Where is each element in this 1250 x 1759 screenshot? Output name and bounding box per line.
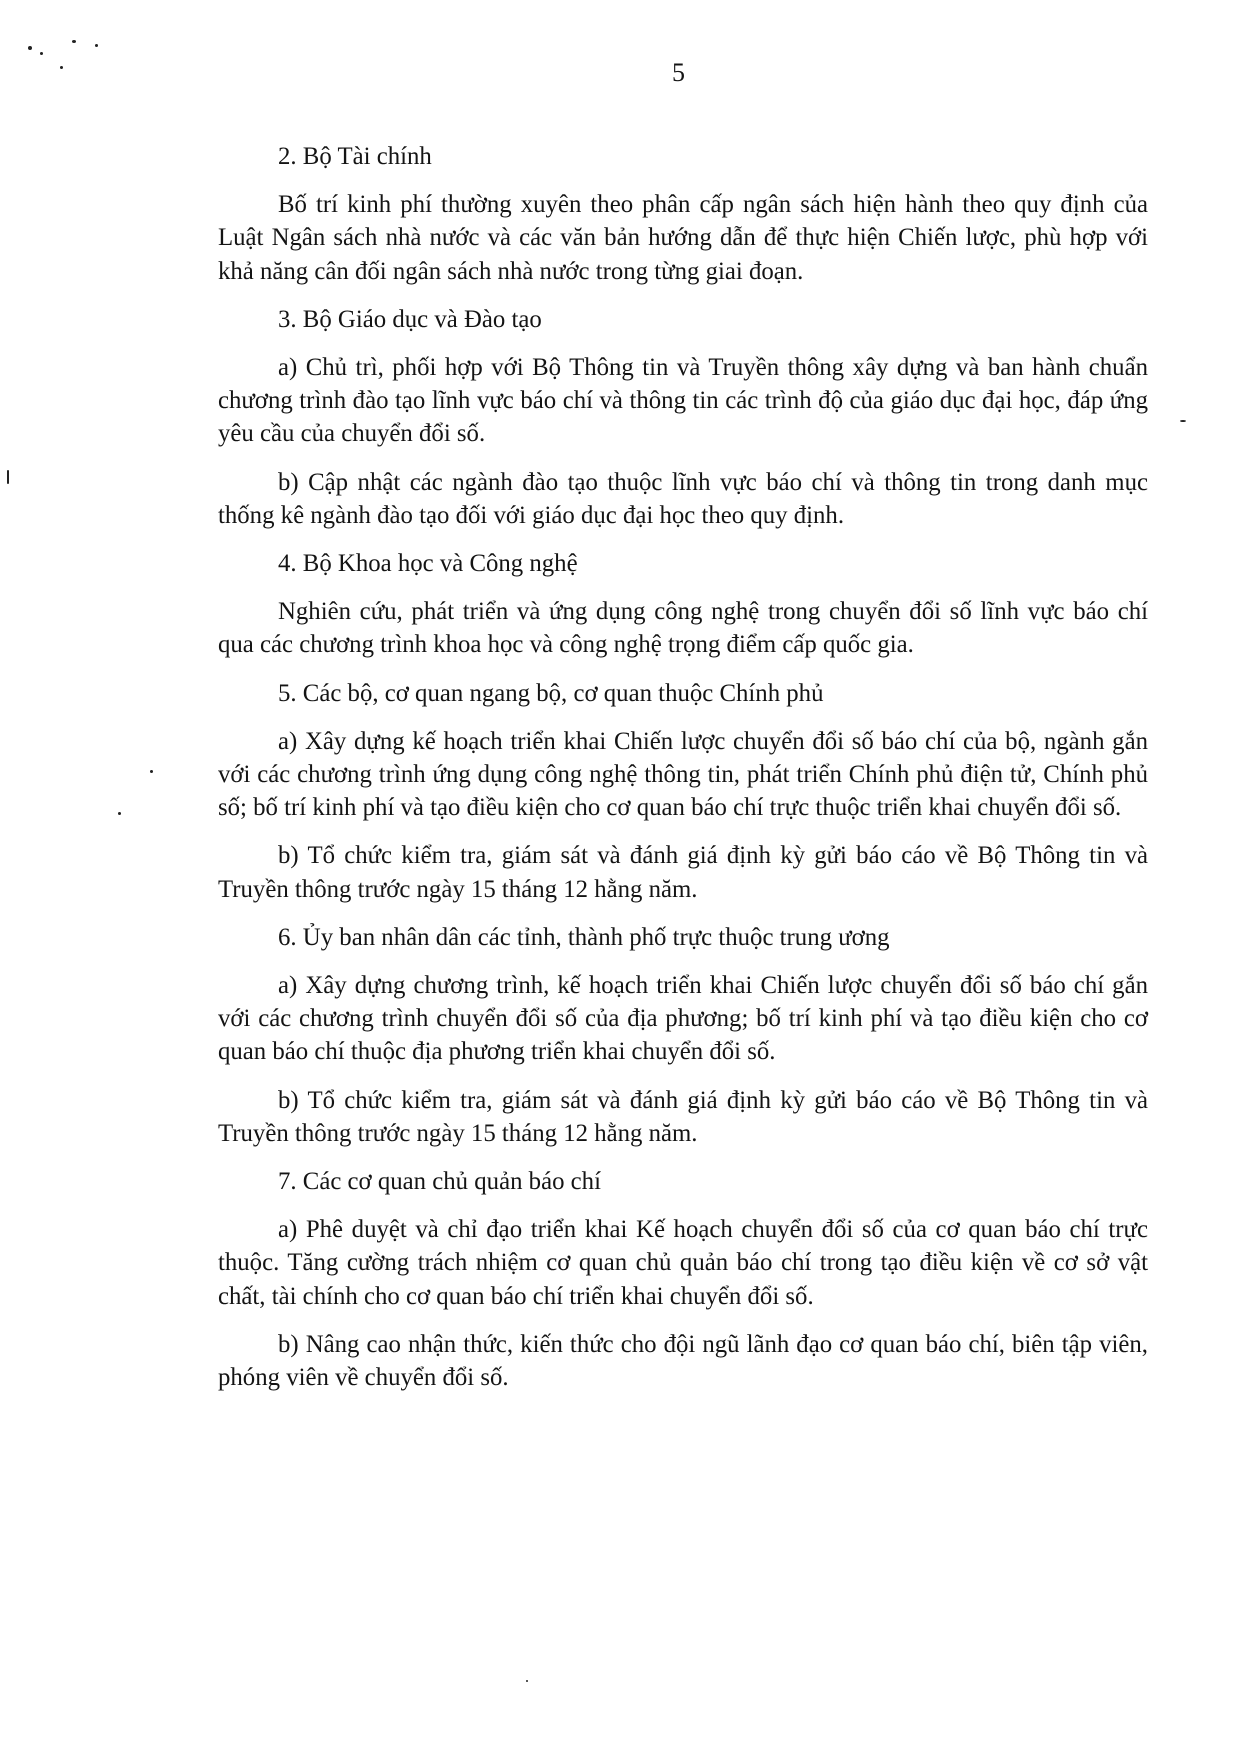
section-heading: 3. Bộ Giáo dục và Đào tạo — [278, 305, 542, 333]
paragraph: b) Cập nhật các ngành đào tạo thuộc lĩnh vực báo chí và thông tin trong danh mục thống kê ngành đào tạo đối với giáo dục đại học theo quy định. — [218, 468, 1148, 529]
paragraph: b) Nâng cao nhận thức, kiến thức cho đội ngũ lãnh đạo cơ quan báo chí, biên tập viên, phóng viên về chuyển đổi số. — [218, 1330, 1148, 1392]
section-ministry-of-science — [218, 547, 1148, 662]
paragraph: a) Phê duyệt và chỉ đạo triển khai Kế hoạch chuyển đổi số của cơ quan báo chí trực thuộc. Tăng cường trách nhiệm cơ quan chủ quản báo chí trong tạo điều kiện về cơ sở vật chất, tài chính cho cơ quan báo chí triển khai chuyển đổi số. — [218, 1216, 1148, 1310]
paragraph: a) Chủ trì, phối hợp với Bộ Thông tin và Truyền thông xây dựng và ban hành chuẩn chương trình đào tạo lĩnh vực báo chí và thông tin các trình độ của giáo dục đại học, đáp ứng yêu cầu của chuyển đổi số. — [218, 354, 1148, 448]
section-ministry-of-finance — [218, 140, 1148, 288]
paragraph: b) Tổ chức kiểm tra, giám sát và đánh giá định kỳ gửi báo cáo về Bộ Thông tin và Truyền thông trước ngày 15 tháng 12 hằng năm. — [218, 842, 1148, 903]
document-body — [218, 140, 1148, 1409]
section-heading: 4. Bộ Khoa học và Công nghệ — [278, 550, 578, 578]
section-heading: 6. Ủy ban nhân dân các tỉnh, thành phố trực thuộc trung ương — [278, 923, 890, 951]
section-ministries-and-agencies — [218, 677, 1148, 906]
paragraph: a) Xây dựng kế hoạch triển khai Chiến lược chuyển đổi số báo chí của bộ, ngành gắn với các chương trình ứng dụng công nghệ thông tin, phát triển Chính phủ điện tử, Chính phủ số; bố trí kinh phí và tạo điều kiện cho cơ quan báo chí trực thuộc triển khai chuyển đổi số. — [218, 727, 1148, 822]
section-press-governing-agencies — [218, 1165, 1148, 1394]
page-number: 5 — [672, 58, 685, 87]
section-provincial-peoples-committees — [218, 921, 1148, 1150]
paragraph: Bố trí kinh phí thường xuyên theo phân cấp ngân sách hiện hành theo quy định của Luật Ngân sách nhà nước và các văn bản hướng dẫn để thực hiện Chiến lược, phù hợp với khả năng cân đối ngân sách nhà nước trong từng giai đoạn. — [218, 191, 1148, 285]
section-heading: 7. Các cơ quan chủ quản báo chí — [278, 1168, 601, 1196]
section-heading: 5. Các bộ, cơ quan ngang bộ, cơ quan thuộc Chính phủ — [278, 679, 824, 707]
paragraph: b) Tổ chức kiểm tra, giám sát và đánh giá định kỳ gửi báo cáo về Bộ Thông tin và Truyền thông trước ngày 15 tháng 12 hằng năm. — [218, 1086, 1148, 1147]
section-ministry-of-education — [218, 303, 1148, 532]
section-heading: 2. Bộ Tài chính — [278, 143, 432, 170]
paragraph: Nghiên cứu, phát triển và ứng dụng công nghệ trong chuyển đổi số lĩnh vực báo chí qua các chương trình khoa học và công nghệ trọng điểm cấp quốc gia. — [218, 598, 1148, 659]
paragraph: a) Xây dựng chương trình, kế hoạch triển khai Chiến lược chuyển đổi số báo chí gắn với các chương trình chuyển đổi số của địa phương; bố trí kinh phí và tạo điều kiện cho cơ quan báo chí thuộc địa phương triển khai chuyển đổi số. — [218, 972, 1148, 1066]
